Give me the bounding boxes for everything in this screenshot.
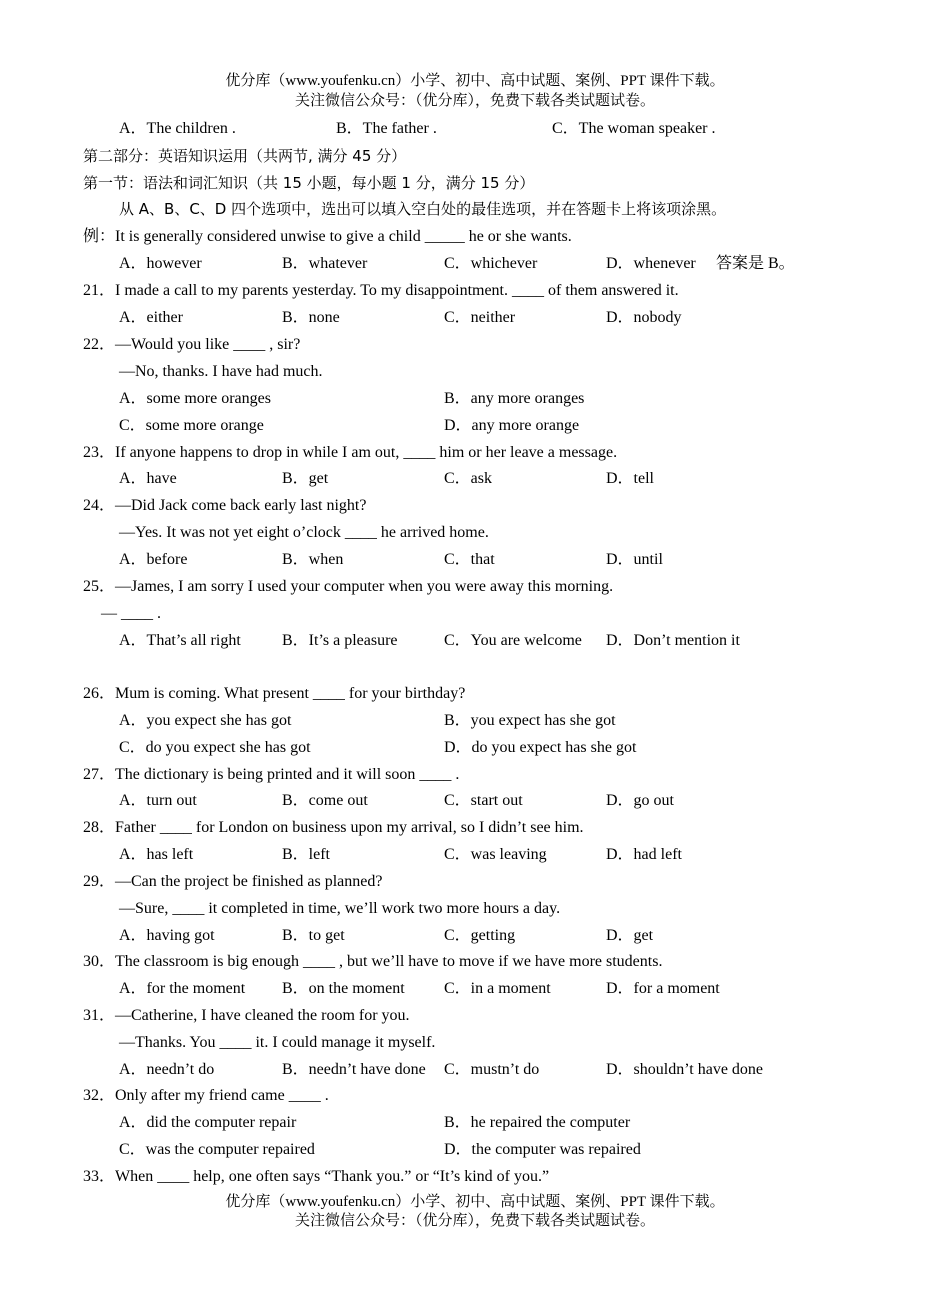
question-23-stem: 23．If anyone happens to drop in while I am out, ____ him or her leave a message. [83, 444, 618, 461]
question-26-option-d: D．do you expect has she got [444, 739, 637, 756]
question-32-option-b: B．he repaired the computer [444, 1114, 631, 1131]
question-21-option-b: B．none [282, 309, 340, 326]
question-33-stem: 33．When ____ help, one often says “Thank you.” or “It’s kind of you.” [83, 1168, 550, 1185]
question-22-option-c: C．some more orange [119, 417, 264, 434]
question-27-option-a: A．turn out [119, 792, 197, 809]
question-30-stem: 30．The classroom is big enough ____ , but we’ll have to move if we have more students. [83, 953, 663, 970]
question-25-reply: — ____ . [101, 605, 161, 622]
question-22-reply: —No, thanks. I have had much. [119, 363, 323, 380]
question-23-option-a: A．have [119, 470, 177, 487]
section-instruction: 从 A、B、C、D 四个选项中，选出可以填入空白处的最佳选项，并在答题卡上将该项涂黑。 [119, 200, 727, 218]
question-30-option-a: A．for the moment [119, 980, 246, 997]
question-21-option-d: D．nobody [606, 309, 682, 326]
part-two-title: 第二部分：英语知识运用（共两节, 满分 45 分） [83, 147, 407, 165]
question-25-option-a: A．That’s all right [119, 632, 241, 649]
question-32-stem: 32．Only after my friend came ____ . [83, 1087, 329, 1104]
question-21-stem: 21．I made a call to my parents yesterday. To my disappointment. ____ of them answered it. [83, 282, 679, 299]
page-footer-line-2: 关注微信公众号：（优分库），免费下载各类试题试卷。 [294, 1213, 655, 1229]
page-header-line-2: 关注微信公众号：（优分库），免费下载各类试题试卷。 [294, 93, 655, 109]
question-26-option-a: A．you expect she has got [119, 712, 292, 729]
question-29-option-b: B．to get [282, 927, 345, 944]
question-30-option-b: B．on the moment [282, 980, 405, 997]
question-27-stem: 27．The dictionary is being printed and it will soon ____ . [83, 766, 460, 783]
example-option-c: C．whichever [444, 255, 538, 272]
question-28-option-d: D．had left [606, 846, 682, 863]
question-26-option-b: B．you expect has she got [444, 712, 616, 729]
question-23-option-b: B．get [282, 470, 329, 487]
section-one-title: 第一节：语法和词汇知识（共 15 小题，每小题 1 分，满分 15 分） [83, 174, 535, 192]
question-27-option-b: B．come out [282, 792, 368, 809]
question-27-option-d: D．go out [606, 792, 675, 809]
prev-option-b: B．The father . [336, 120, 437, 137]
question-29-option-d: D．get [606, 927, 654, 944]
question-28-option-b: B．left [282, 846, 330, 863]
question-24-option-b: B．when [282, 551, 344, 568]
question-25-option-d: D．Don’t mention it [606, 632, 740, 649]
question-31-option-c: C．mustn’t do [444, 1061, 540, 1078]
question-32-option-a: A．did the computer repair [119, 1114, 297, 1131]
example-option-d: D．whenever [606, 255, 696, 272]
question-22-option-a: A．some more oranges [119, 390, 271, 407]
page-header-line-1: 优分库（www.youfenku.cn）小学、初中、高中试题、案例、PPT 课件下载。 [225, 73, 725, 89]
question-24-option-d: D．until [606, 551, 663, 568]
example-option-b: B．whatever [282, 255, 368, 272]
question-31-reply: —Thanks. You ____ it. I could manage it myself. [119, 1034, 436, 1051]
question-21-option-a: A．either [119, 309, 183, 326]
question-22-stem: 22．—Would you like ____ , sir? [83, 336, 301, 353]
question-23-option-c: C．ask [444, 470, 493, 487]
question-31-option-a: A．needn’t do [119, 1061, 215, 1078]
question-21-option-c: C．neither [444, 309, 516, 326]
question-24-option-c: C．that [444, 551, 495, 568]
example-option-a: A．however [119, 255, 202, 272]
question-31-option-b: B．needn’t have done [282, 1061, 426, 1078]
question-29-option-a: A．having got [119, 927, 215, 944]
question-25-option-c: C．You are welcome [444, 632, 582, 649]
question-31-option-d: D．shouldn’t have done [606, 1061, 764, 1078]
question-32-option-c: C．was the computer repaired [119, 1141, 315, 1158]
question-25-option-b: B．It’s a pleasure [282, 632, 398, 649]
question-28-stem: 28．Father ____ for London on business upon my arrival, so I didn’t see him. [83, 819, 584, 836]
prev-option-a: A．The children . [119, 120, 236, 137]
question-30-option-c: C．in a moment [444, 980, 551, 997]
question-31-stem: 31．—Catherine, I have cleaned the room for you. [83, 1007, 410, 1024]
question-23-option-d: D．tell [606, 470, 654, 487]
question-24-stem: 24．—Did Jack come back early last night? [83, 497, 367, 514]
question-28-option-a: A．has left [119, 846, 194, 863]
question-24-option-a: A．before [119, 551, 188, 568]
question-29-option-c: C．getting [444, 927, 516, 944]
question-32-option-d: D．the computer was repaired [444, 1141, 641, 1158]
question-29-stem: 29．—Can the project be finished as planned? [83, 873, 383, 890]
question-26-option-c: C．do you expect she has got [119, 739, 311, 756]
page-footer-line-1: 优分库（www.youfenku.cn）小学、初中、高中试题、案例、PPT 课件下载。 [225, 1194, 725, 1210]
example-answer: 答案是 B。 [716, 255, 795, 272]
question-22-option-d: D．any more orange [444, 417, 580, 434]
question-28-option-c: C．was leaving [444, 846, 547, 863]
question-25-stem: 25．—James, I am sorry I used your computer when you were away this morning. [83, 578, 614, 595]
question-30-option-d: D．for a moment [606, 980, 720, 997]
prev-option-c: C．The woman speaker . [552, 120, 716, 137]
question-24-reply: —Yes. It was not yet eight o’clock ____ he arrived home. [119, 524, 489, 541]
question-26-stem: 26．Mum is coming. What present ____ for your birthday? [83, 685, 466, 702]
question-29-reply: —Sure, ____ it completed in time, we’ll work two more hours a day. [119, 900, 561, 917]
example-stem: 例：It is generally considered unwise to give a child _____ he or she wants. [83, 228, 572, 245]
question-22-option-b: B．any more oranges [444, 390, 585, 407]
question-27-option-c: C．start out [444, 792, 523, 809]
